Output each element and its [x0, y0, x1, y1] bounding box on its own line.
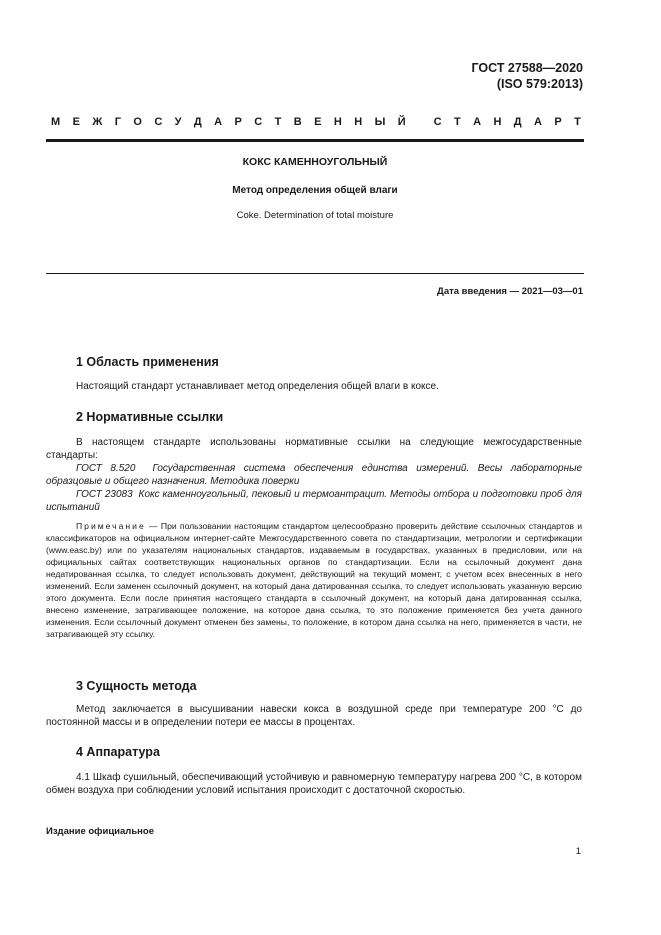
section-3-text: Метод заключается в высушивании навески кокса в воздушной среде при температуре 200 °С до постоянной массы и в определении потери ее массы в процентах. [46, 704, 582, 728]
section-2-heading: 2 Нормативные ссылки [76, 410, 224, 424]
standard-banner [51, 116, 581, 128]
banner-letter: Т [453, 116, 461, 128]
section-1-text: Настоящий стандарт устанавливает метод определения общей влаги в коксе. [76, 381, 439, 392]
banner-letter: Й [397, 116, 406, 128]
banner-letter: О [133, 116, 142, 128]
reference-2-title: Кокс каменноугольный, пековый и термоантрацит. Методы отбора и подготовки проб для испытаний [46, 489, 582, 513]
banner-letter: У [174, 116, 182, 128]
banner-letter: М [51, 116, 61, 128]
reference-1-number: ГОСТ 8.520 [76, 463, 136, 474]
note-block [46, 520, 582, 640]
banner-letter: Д [513, 116, 522, 128]
title-rule [46, 273, 584, 274]
banner-letter: Р [554, 116, 562, 128]
section-3-heading: 3 Сущность метода [76, 679, 197, 693]
banner-letter: Г [114, 116, 121, 128]
note-label: Примечание [76, 521, 146, 531]
section-1-heading: 1 Область применения [76, 355, 219, 369]
banner-letter: А [534, 116, 542, 128]
document-title: КОКС КАМЕННОУГОЛЬНЫЙ [242, 156, 388, 168]
reference-1 [46, 462, 582, 488]
section-4-heading: 4 Аппаратура [76, 745, 160, 759]
reference-1-title: Государственная система обеспечения единства измерений. Весы лабораторные образцовые и общего назначения. Методика поверки [46, 463, 583, 487]
banner-letter: В [293, 116, 302, 128]
section-2-text: В настоящем стандарте использованы нормативные ссылки на следующие межгосударственные стандарты: [46, 437, 582, 461]
reference-2 [46, 488, 582, 514]
banner-letter: Н [333, 116, 342, 128]
banner-letter: Р [234, 116, 242, 128]
banner-letter: А [473, 116, 482, 128]
banner-letter: Д [193, 116, 202, 128]
page-number: 1 [575, 846, 581, 857]
banner-letter: С [254, 116, 263, 128]
banner-letter: С [433, 116, 442, 128]
section-4-text: 4.1 Шкаф сушильный, обеспечивающий устойчивую и равномерную температуру нагрева 200 °С, в котором обмен воздуха при соблюдении условий испытания происходит с достаточной скоростью. [46, 772, 582, 796]
banner-letter: Т [274, 116, 282, 128]
document-id [471, 60, 583, 92]
banner-letter: С [154, 116, 163, 128]
banner-letter: Ы [374, 116, 386, 128]
header-rule [46, 139, 584, 142]
banner-letter: Н [354, 116, 363, 128]
document-subtitle: Метод определения общей влаги [232, 185, 398, 196]
banner-letter: Е [314, 116, 322, 128]
english-title: Coke. Determination of total moisture [236, 210, 394, 221]
iso-number: (ISO 579:2013) [496, 77, 583, 91]
banner-letter: Е [72, 116, 80, 128]
gost-number: ГОСТ 27588—2020 [471, 61, 583, 75]
banner-gap [418, 116, 421, 128]
edition-label: Издание официальное [46, 826, 154, 837]
banner-letter: Н [493, 116, 502, 128]
banner-letter: А [214, 116, 223, 128]
reference-2-number: ГОСТ 23083 [76, 489, 133, 500]
banner-letter: Ж [92, 116, 103, 128]
note-text: — При пользовании настоящим стандартом целесообразно проверить действие ссылочных стандартов и классификаторов на официальном интернет-сайте Межгосударственного совета по стандартизации, метрологии и сертификации (www.easc.by) или по указателям национальных стандартов, издаваемым в государствах, указанных в предисловии, или на официальных сайтах соответствующих национальных органов по стандартизации. Если на ссылочный документ дана недатированная ссылка, то следует использовать документ, действующий на текущий момент, с учетом всех внесенных в него изменений. Если заменен ссылочный документ, на который дана датированная ссылка, то следует использовать указанную версию этого документа. Если после принятия настоящего стандарта в ссылочный документ, на который дана датированная ссылка, внесено изменение, затрагивающее положение, на которое дана ссылка, то это положение применяется без учета данного изменения. Если ссылочный документ отменен без замены, то положение, в котором дана ссылка на него, применяется в части, не затрагивающей эту ссылку. [46, 521, 583, 639]
banner-letter: Т [574, 116, 581, 128]
introduction-date: Дата введения — 2021—03—01 [437, 286, 583, 297]
